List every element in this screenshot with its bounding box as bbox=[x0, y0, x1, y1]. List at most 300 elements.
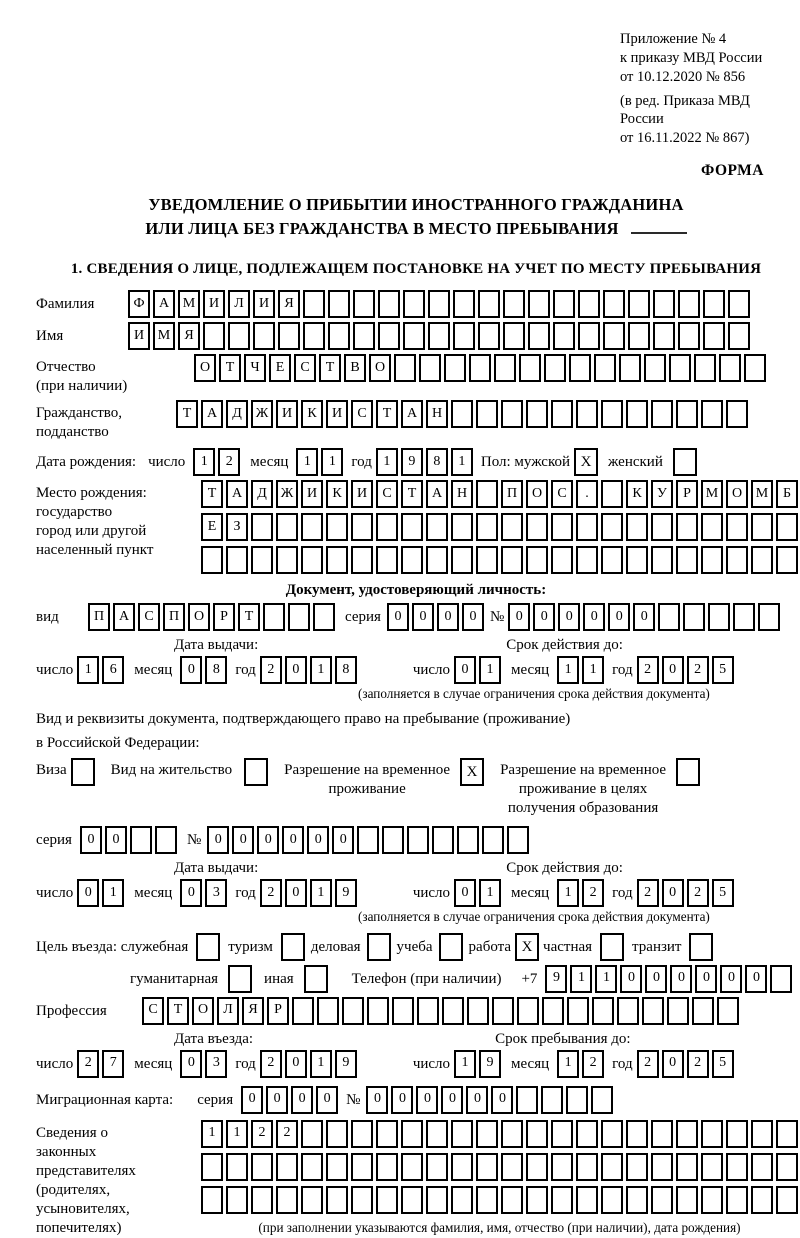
char-cell[interactable] bbox=[591, 1086, 613, 1114]
char-cell[interactable] bbox=[758, 603, 780, 631]
char-cell[interactable] bbox=[519, 354, 541, 382]
char-cell[interactable] bbox=[708, 603, 730, 631]
char-cell[interactable]: 2 bbox=[687, 1050, 709, 1078]
char-cell[interactable]: О bbox=[369, 354, 391, 382]
char-cell[interactable] bbox=[601, 400, 623, 428]
char-cell[interactable] bbox=[526, 1153, 548, 1181]
char-cell[interactable] bbox=[603, 290, 625, 318]
char-cell[interactable] bbox=[651, 546, 673, 574]
char-cell[interactable]: 2 bbox=[687, 879, 709, 907]
char-cell[interactable]: Я bbox=[178, 322, 200, 350]
char-cell[interactable] bbox=[728, 290, 750, 318]
char-cell[interactable]: 1 bbox=[557, 656, 579, 684]
char-cell[interactable] bbox=[678, 290, 700, 318]
char-cell[interactable] bbox=[667, 997, 689, 1025]
char-cell[interactable] bbox=[642, 997, 664, 1025]
char-cell[interactable] bbox=[501, 1120, 523, 1148]
visa-checkbox[interactable] bbox=[71, 758, 95, 786]
char-cell[interactable] bbox=[516, 1086, 538, 1114]
char-cell[interactable] bbox=[476, 1153, 498, 1181]
char-cell[interactable] bbox=[701, 546, 723, 574]
char-cell[interactable] bbox=[701, 1153, 723, 1181]
char-cell[interactable]: 0 bbox=[207, 826, 229, 854]
char-cell[interactable] bbox=[326, 546, 348, 574]
char-cell[interactable] bbox=[501, 546, 523, 574]
char-cell[interactable] bbox=[676, 513, 698, 541]
char-cell[interactable] bbox=[401, 1120, 423, 1148]
char-cell[interactable] bbox=[476, 480, 498, 508]
char-cell[interactable] bbox=[726, 400, 748, 428]
char-cell[interactable] bbox=[744, 354, 766, 382]
char-cell[interactable] bbox=[326, 1153, 348, 1181]
char-cell[interactable]: К bbox=[326, 480, 348, 508]
char-cell[interactable] bbox=[426, 1186, 448, 1214]
char-cell[interactable]: 2 bbox=[218, 448, 240, 476]
char-cell[interactable] bbox=[751, 1153, 773, 1181]
char-cell[interactable] bbox=[403, 322, 425, 350]
purpose-other-checkbox[interactable] bbox=[304, 965, 328, 993]
char-cell[interactable]: Т bbox=[201, 480, 223, 508]
char-cell[interactable] bbox=[507, 826, 529, 854]
char-cell[interactable]: 6 bbox=[102, 656, 124, 684]
char-cell[interactable]: 0 bbox=[241, 1086, 263, 1114]
char-cell[interactable] bbox=[701, 513, 723, 541]
char-cell[interactable] bbox=[692, 997, 714, 1025]
char-cell[interactable]: К bbox=[301, 400, 323, 428]
char-cell[interactable]: 0 bbox=[441, 1086, 463, 1114]
char-cell[interactable] bbox=[626, 400, 648, 428]
char-cell[interactable] bbox=[419, 354, 441, 382]
char-cell[interactable] bbox=[578, 290, 600, 318]
char-cell[interactable]: О bbox=[192, 997, 214, 1025]
char-cell[interactable] bbox=[278, 322, 300, 350]
char-cell[interactable] bbox=[592, 997, 614, 1025]
char-cell[interactable] bbox=[328, 322, 350, 350]
char-cell[interactable] bbox=[476, 1120, 498, 1148]
char-cell[interactable]: 5 bbox=[712, 1050, 734, 1078]
char-cell[interactable] bbox=[553, 290, 575, 318]
char-cell[interactable]: О bbox=[726, 480, 748, 508]
purpose-official-checkbox[interactable] bbox=[196, 933, 220, 961]
char-cell[interactable] bbox=[719, 354, 741, 382]
char-cell[interactable] bbox=[451, 1120, 473, 1148]
char-cell[interactable]: 0 bbox=[180, 656, 202, 684]
char-cell[interactable] bbox=[576, 513, 598, 541]
char-cell[interactable] bbox=[617, 997, 639, 1025]
char-cell[interactable] bbox=[342, 997, 364, 1025]
char-cell[interactable]: 0 bbox=[332, 826, 354, 854]
char-cell[interactable] bbox=[717, 997, 739, 1025]
char-cell[interactable] bbox=[626, 1120, 648, 1148]
char-cell[interactable] bbox=[676, 1186, 698, 1214]
char-cell[interactable]: 8 bbox=[205, 656, 227, 684]
char-cell[interactable] bbox=[503, 290, 525, 318]
char-cell[interactable] bbox=[658, 603, 680, 631]
char-cell[interactable] bbox=[394, 354, 416, 382]
char-cell[interactable] bbox=[457, 826, 479, 854]
char-cell[interactable]: 1 bbox=[595, 965, 617, 993]
char-cell[interactable] bbox=[407, 826, 429, 854]
purpose-private-checkbox[interactable] bbox=[600, 933, 624, 961]
char-cell[interactable] bbox=[578, 322, 600, 350]
char-cell[interactable] bbox=[651, 513, 673, 541]
char-cell[interactable] bbox=[626, 1153, 648, 1181]
char-cell[interactable]: 0 bbox=[232, 826, 254, 854]
char-cell[interactable]: 2 bbox=[637, 879, 659, 907]
char-cell[interactable]: 8 bbox=[426, 448, 448, 476]
char-cell[interactable] bbox=[701, 1120, 723, 1148]
char-cell[interactable]: 0 bbox=[105, 826, 127, 854]
char-cell[interactable] bbox=[651, 400, 673, 428]
char-cell[interactable]: 0 bbox=[416, 1086, 438, 1114]
char-cell[interactable] bbox=[130, 826, 152, 854]
char-cell[interactable]: 0 bbox=[745, 965, 767, 993]
char-cell[interactable]: 1 bbox=[557, 1050, 579, 1078]
char-cell[interactable]: 0 bbox=[633, 603, 655, 631]
char-cell[interactable]: 0 bbox=[466, 1086, 488, 1114]
char-cell[interactable]: У bbox=[651, 480, 673, 508]
char-cell[interactable]: 2 bbox=[637, 656, 659, 684]
char-cell[interactable] bbox=[203, 322, 225, 350]
char-cell[interactable] bbox=[567, 997, 589, 1025]
char-cell[interactable] bbox=[482, 826, 504, 854]
char-cell[interactable]: 0 bbox=[454, 879, 476, 907]
purpose-work-checkbox[interactable]: X bbox=[515, 933, 539, 961]
char-cell[interactable] bbox=[619, 354, 641, 382]
char-cell[interactable]: 2 bbox=[260, 1050, 282, 1078]
char-cell[interactable] bbox=[551, 513, 573, 541]
char-cell[interactable]: 0 bbox=[454, 656, 476, 684]
char-cell[interactable]: 0 bbox=[366, 1086, 388, 1114]
char-cell[interactable]: И bbox=[128, 322, 150, 350]
char-cell[interactable] bbox=[601, 1186, 623, 1214]
char-cell[interactable] bbox=[576, 1120, 598, 1148]
char-cell[interactable]: 0 bbox=[491, 1086, 513, 1114]
char-cell[interactable] bbox=[251, 1153, 273, 1181]
char-cell[interactable] bbox=[653, 290, 675, 318]
char-cell[interactable]: 8 bbox=[335, 656, 357, 684]
char-cell[interactable]: Т bbox=[219, 354, 241, 382]
char-cell[interactable]: 1 bbox=[201, 1120, 223, 1148]
char-cell[interactable]: 2 bbox=[251, 1120, 273, 1148]
char-cell[interactable] bbox=[501, 400, 523, 428]
char-cell[interactable] bbox=[644, 354, 666, 382]
char-cell[interactable]: 0 bbox=[80, 826, 102, 854]
char-cell[interactable]: 1 bbox=[296, 448, 318, 476]
char-cell[interactable] bbox=[251, 546, 273, 574]
char-cell[interactable]: 1 bbox=[557, 879, 579, 907]
char-cell[interactable] bbox=[378, 322, 400, 350]
char-cell[interactable]: Л bbox=[217, 997, 239, 1025]
char-cell[interactable]: Ф bbox=[128, 290, 150, 318]
char-cell[interactable] bbox=[576, 546, 598, 574]
char-cell[interactable] bbox=[317, 997, 339, 1025]
char-cell[interactable] bbox=[553, 322, 575, 350]
char-cell[interactable]: И bbox=[276, 400, 298, 428]
char-cell[interactable] bbox=[726, 546, 748, 574]
char-cell[interactable] bbox=[376, 1153, 398, 1181]
char-cell[interactable] bbox=[751, 1120, 773, 1148]
char-cell[interactable]: П bbox=[88, 603, 110, 631]
char-cell[interactable]: М bbox=[701, 480, 723, 508]
char-cell[interactable] bbox=[426, 1120, 448, 1148]
char-cell[interactable]: Р bbox=[213, 603, 235, 631]
char-cell[interactable] bbox=[353, 290, 375, 318]
char-cell[interactable]: А bbox=[401, 400, 423, 428]
char-cell[interactable] bbox=[328, 290, 350, 318]
char-cell[interactable]: 2 bbox=[276, 1120, 298, 1148]
char-cell[interactable] bbox=[303, 322, 325, 350]
char-cell[interactable] bbox=[626, 1186, 648, 1214]
char-cell[interactable]: 0 bbox=[720, 965, 742, 993]
char-cell[interactable]: 1 bbox=[479, 656, 501, 684]
char-cell[interactable] bbox=[428, 322, 450, 350]
char-cell[interactable] bbox=[651, 1186, 673, 1214]
char-cell[interactable] bbox=[263, 603, 285, 631]
char-cell[interactable] bbox=[601, 480, 623, 508]
char-cell[interactable]: 2 bbox=[582, 1050, 604, 1078]
char-cell[interactable]: О bbox=[188, 603, 210, 631]
char-cell[interactable]: 1 bbox=[479, 879, 501, 907]
char-cell[interactable]: 2 bbox=[687, 656, 709, 684]
rvp-checkbox[interactable]: X bbox=[460, 758, 484, 786]
char-cell[interactable] bbox=[226, 1186, 248, 1214]
sex-male-checkbox[interactable]: X bbox=[574, 448, 598, 476]
char-cell[interactable] bbox=[601, 1153, 623, 1181]
char-cell[interactable] bbox=[417, 997, 439, 1025]
char-cell[interactable] bbox=[526, 546, 548, 574]
char-cell[interactable] bbox=[351, 546, 373, 574]
char-cell[interactable]: 9 bbox=[335, 1050, 357, 1078]
char-cell[interactable] bbox=[701, 1186, 723, 1214]
char-cell[interactable]: А bbox=[153, 290, 175, 318]
char-cell[interactable]: 1 bbox=[77, 656, 99, 684]
char-cell[interactable]: 1 bbox=[376, 448, 398, 476]
char-cell[interactable]: С bbox=[138, 603, 160, 631]
char-cell[interactable] bbox=[301, 513, 323, 541]
char-cell[interactable]: 2 bbox=[260, 656, 282, 684]
char-cell[interactable] bbox=[228, 322, 250, 350]
char-cell[interactable]: 0 bbox=[180, 879, 202, 907]
char-cell[interactable] bbox=[601, 1120, 623, 1148]
char-cell[interactable] bbox=[426, 546, 448, 574]
char-cell[interactable] bbox=[544, 354, 566, 382]
char-cell[interactable] bbox=[676, 546, 698, 574]
char-cell[interactable]: 0 bbox=[662, 1050, 684, 1078]
char-cell[interactable] bbox=[357, 826, 379, 854]
char-cell[interactable]: 0 bbox=[391, 1086, 413, 1114]
char-cell[interactable] bbox=[594, 354, 616, 382]
char-cell[interactable]: Я bbox=[242, 997, 264, 1025]
char-cell[interactable] bbox=[382, 826, 404, 854]
char-cell[interactable]: 1 bbox=[310, 656, 332, 684]
char-cell[interactable]: 1 bbox=[454, 1050, 476, 1078]
char-cell[interactable] bbox=[326, 1186, 348, 1214]
char-cell[interactable]: 0 bbox=[77, 879, 99, 907]
char-cell[interactable] bbox=[351, 1186, 373, 1214]
char-cell[interactable]: 0 bbox=[662, 879, 684, 907]
char-cell[interactable] bbox=[576, 1186, 598, 1214]
char-cell[interactable]: 2 bbox=[637, 1050, 659, 1078]
char-cell[interactable] bbox=[628, 322, 650, 350]
char-cell[interactable] bbox=[276, 1153, 298, 1181]
char-cell[interactable] bbox=[476, 1186, 498, 1214]
char-cell[interactable]: Л bbox=[228, 290, 250, 318]
char-cell[interactable]: 0 bbox=[285, 656, 307, 684]
char-cell[interactable]: Р bbox=[267, 997, 289, 1025]
char-cell[interactable] bbox=[351, 1120, 373, 1148]
char-cell[interactable] bbox=[651, 1120, 673, 1148]
char-cell[interactable]: 0 bbox=[620, 965, 642, 993]
char-cell[interactable] bbox=[426, 513, 448, 541]
char-cell[interactable] bbox=[276, 546, 298, 574]
char-cell[interactable] bbox=[376, 1186, 398, 1214]
char-cell[interactable] bbox=[251, 1186, 273, 1214]
char-cell[interactable] bbox=[301, 1120, 323, 1148]
char-cell[interactable] bbox=[751, 513, 773, 541]
char-cell[interactable] bbox=[492, 997, 514, 1025]
char-cell[interactable] bbox=[526, 400, 548, 428]
char-cell[interactable] bbox=[444, 354, 466, 382]
char-cell[interactable] bbox=[676, 1153, 698, 1181]
char-cell[interactable] bbox=[478, 322, 500, 350]
char-cell[interactable] bbox=[603, 322, 625, 350]
char-cell[interactable] bbox=[226, 546, 248, 574]
char-cell[interactable]: 0 bbox=[583, 603, 605, 631]
char-cell[interactable] bbox=[626, 513, 648, 541]
char-cell[interactable] bbox=[676, 400, 698, 428]
char-cell[interactable]: 1 bbox=[310, 879, 332, 907]
char-cell[interactable]: И bbox=[203, 290, 225, 318]
char-cell[interactable] bbox=[367, 997, 389, 1025]
char-cell[interactable] bbox=[313, 603, 335, 631]
char-cell[interactable] bbox=[253, 322, 275, 350]
char-cell[interactable] bbox=[551, 1120, 573, 1148]
char-cell[interactable] bbox=[376, 1120, 398, 1148]
char-cell[interactable]: В bbox=[344, 354, 366, 382]
char-cell[interactable] bbox=[770, 965, 792, 993]
char-cell[interactable]: З bbox=[226, 513, 248, 541]
char-cell[interactable]: 9 bbox=[401, 448, 423, 476]
purpose-study-checkbox[interactable] bbox=[439, 933, 463, 961]
char-cell[interactable] bbox=[528, 322, 550, 350]
char-cell[interactable]: Р bbox=[676, 480, 698, 508]
char-cell[interactable] bbox=[453, 290, 475, 318]
char-cell[interactable]: О bbox=[194, 354, 216, 382]
char-cell[interactable] bbox=[351, 513, 373, 541]
char-cell[interactable]: Е bbox=[269, 354, 291, 382]
char-cell[interactable]: 1 bbox=[193, 448, 215, 476]
char-cell[interactable] bbox=[401, 546, 423, 574]
char-cell[interactable]: 1 bbox=[451, 448, 473, 476]
char-cell[interactable] bbox=[351, 1153, 373, 1181]
char-cell[interactable]: 2 bbox=[582, 879, 604, 907]
char-cell[interactable] bbox=[476, 546, 498, 574]
char-cell[interactable]: И bbox=[301, 480, 323, 508]
char-cell[interactable] bbox=[751, 1186, 773, 1214]
char-cell[interactable]: С bbox=[294, 354, 316, 382]
char-cell[interactable]: 0 bbox=[307, 826, 329, 854]
char-cell[interactable] bbox=[301, 1186, 323, 1214]
char-cell[interactable]: К bbox=[626, 480, 648, 508]
char-cell[interactable] bbox=[551, 546, 573, 574]
char-cell[interactable] bbox=[478, 290, 500, 318]
char-cell[interactable] bbox=[494, 354, 516, 382]
char-cell[interactable]: 5 bbox=[712, 879, 734, 907]
char-cell[interactable] bbox=[669, 354, 691, 382]
char-cell[interactable] bbox=[683, 603, 705, 631]
char-cell[interactable] bbox=[426, 1153, 448, 1181]
char-cell[interactable] bbox=[626, 546, 648, 574]
char-cell[interactable]: 0 bbox=[412, 603, 434, 631]
char-cell[interactable]: 0 bbox=[180, 1050, 202, 1078]
char-cell[interactable]: П bbox=[163, 603, 185, 631]
char-cell[interactable] bbox=[776, 546, 798, 574]
char-cell[interactable] bbox=[701, 400, 723, 428]
char-cell[interactable]: 1 bbox=[321, 448, 343, 476]
char-cell[interactable]: 0 bbox=[291, 1086, 313, 1114]
char-cell[interactable]: Н bbox=[426, 400, 448, 428]
char-cell[interactable]: Д bbox=[226, 400, 248, 428]
char-cell[interactable] bbox=[453, 322, 475, 350]
char-cell[interactable] bbox=[676, 1120, 698, 1148]
char-cell[interactable] bbox=[601, 546, 623, 574]
char-cell[interactable] bbox=[576, 400, 598, 428]
char-cell[interactable]: 1 bbox=[102, 879, 124, 907]
char-cell[interactable]: 9 bbox=[545, 965, 567, 993]
char-cell[interactable] bbox=[469, 354, 491, 382]
char-cell[interactable] bbox=[728, 322, 750, 350]
char-cell[interactable] bbox=[288, 603, 310, 631]
char-cell[interactable] bbox=[226, 1153, 248, 1181]
char-cell[interactable] bbox=[733, 603, 755, 631]
char-cell[interactable] bbox=[517, 997, 539, 1025]
char-cell[interactable]: . bbox=[576, 480, 598, 508]
char-cell[interactable] bbox=[501, 1153, 523, 1181]
purpose-business-checkbox[interactable] bbox=[367, 933, 391, 961]
char-cell[interactable] bbox=[451, 1186, 473, 1214]
char-cell[interactable]: А bbox=[426, 480, 448, 508]
char-cell[interactable]: 0 bbox=[462, 603, 484, 631]
char-cell[interactable] bbox=[651, 1153, 673, 1181]
char-cell[interactable]: А bbox=[113, 603, 135, 631]
char-cell[interactable] bbox=[776, 513, 798, 541]
char-cell[interactable]: 1 bbox=[570, 965, 592, 993]
char-cell[interactable]: А bbox=[226, 480, 248, 508]
char-cell[interactable] bbox=[541, 1086, 563, 1114]
char-cell[interactable]: 3 bbox=[205, 1050, 227, 1078]
char-cell[interactable]: О bbox=[526, 480, 548, 508]
char-cell[interactable] bbox=[451, 400, 473, 428]
char-cell[interactable] bbox=[326, 1120, 348, 1148]
char-cell[interactable]: 0 bbox=[282, 826, 304, 854]
char-cell[interactable]: Ж bbox=[251, 400, 273, 428]
char-cell[interactable] bbox=[569, 354, 591, 382]
char-cell[interactable]: Д bbox=[251, 480, 273, 508]
char-cell[interactable]: 7 bbox=[102, 1050, 124, 1078]
char-cell[interactable]: 0 bbox=[608, 603, 630, 631]
char-cell[interactable] bbox=[653, 322, 675, 350]
char-cell[interactable]: М bbox=[153, 322, 175, 350]
char-cell[interactable] bbox=[428, 290, 450, 318]
char-cell[interactable] bbox=[401, 1153, 423, 1181]
char-cell[interactable]: 0 bbox=[508, 603, 530, 631]
char-cell[interactable]: А bbox=[201, 400, 223, 428]
char-cell[interactable]: С bbox=[351, 400, 373, 428]
char-cell[interactable]: Т bbox=[238, 603, 260, 631]
char-cell[interactable]: 0 bbox=[387, 603, 409, 631]
char-cell[interactable] bbox=[726, 513, 748, 541]
